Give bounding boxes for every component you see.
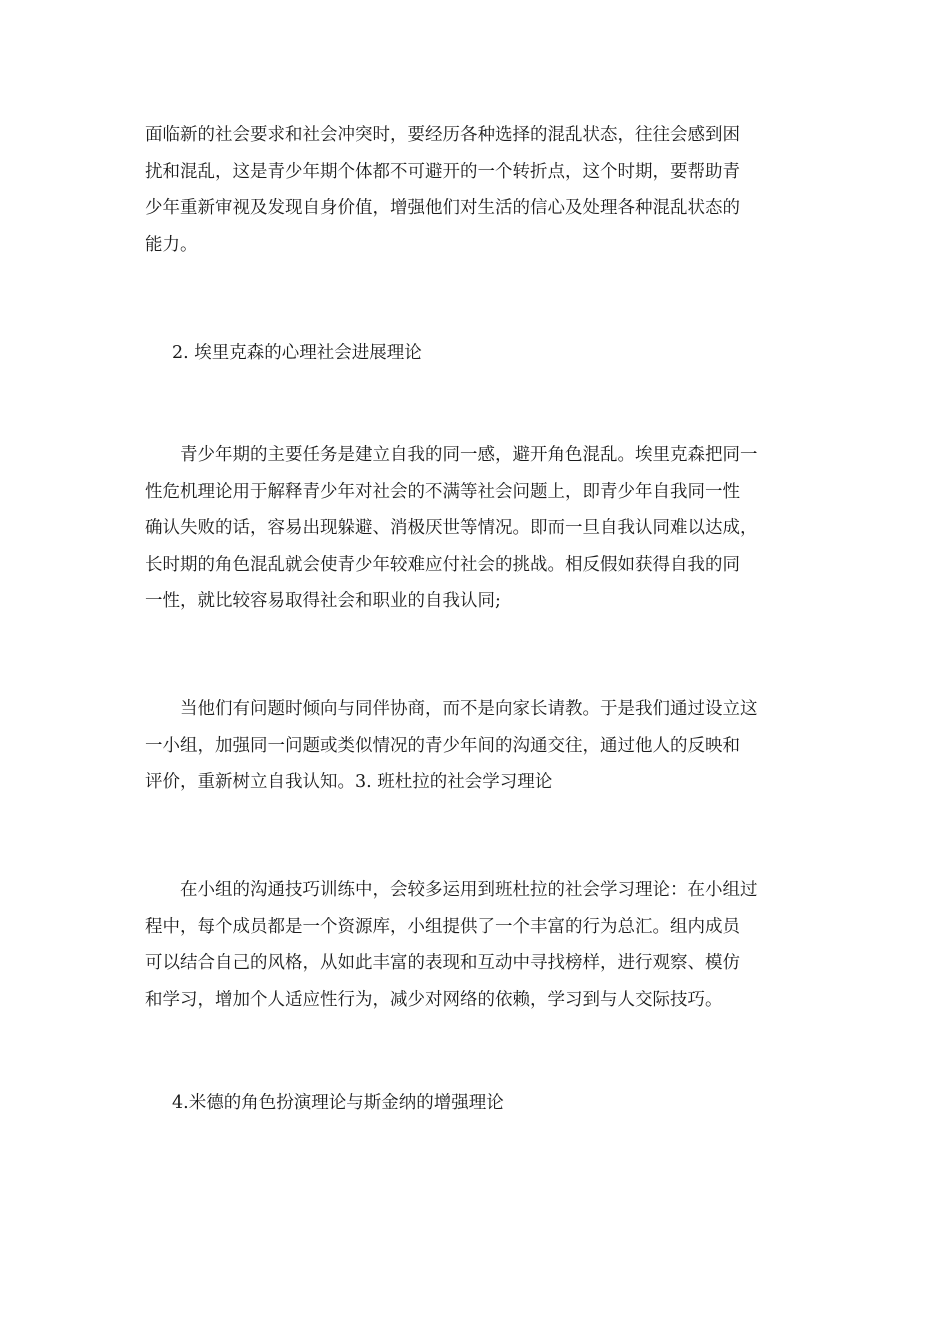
paragraph-line: 能力。 xyxy=(145,234,198,255)
paragraph-bandura xyxy=(145,872,807,1018)
paragraph-line: 确认失败的话，容易出现躲避、消极厌世等情况。即而一旦自我认同难以达成， xyxy=(145,518,758,538)
section-heading-erikson: 2. 埃里克森的心理社会进展理论 xyxy=(172,343,422,363)
paragraph-continuation xyxy=(145,117,807,263)
paragraph-erikson xyxy=(145,437,807,620)
paragraph-line: 程中，每个成员都是一个资源库，小组提供了一个丰富的行为总汇。组内成员 xyxy=(145,916,740,937)
paragraph-line: 评价，重新树立自我认知。3. 班杜拉的社会学习理论 xyxy=(145,772,553,792)
paragraph-peer-group xyxy=(145,691,807,801)
paragraph-line: 长时期的角色混乱就会使青少年较难应付社会的挑战。相反假如获得自我的同 xyxy=(145,554,740,575)
paragraph-line: 一小组，加强同一问题或类似情况的青少年间的沟通交往，通过他人的反映和 xyxy=(145,735,740,756)
paragraph-line: 一性，就比较容易取得社会和职业的自我认同; xyxy=(145,591,501,611)
paragraph-line: 面临新的社会要求和社会冲突时，要经历各种选择的混乱状态，往往会感到困 xyxy=(145,125,740,145)
paragraph-line: 少年重新审视及发现自身价值，增强他们对生活的信心及处理各种混乱状态的 xyxy=(145,198,740,218)
paragraph-line: 在小组的沟通技巧训练中，会较多运用到班杜拉的社会学习理论：在小组过 xyxy=(180,880,758,900)
paragraph-line: 和学习，增加个人适应性行为，减少对网络的依赖，学习到与人交际技巧。 xyxy=(145,989,723,1010)
section-heading-mead-skinner: 4.米德的角色扮演理论与斯金纳的增强理论 xyxy=(172,1093,504,1113)
paragraph-line: 当他们有问题时倾向与同伴协商，而不是向家长请教。于是我们通过设立这 xyxy=(180,699,758,719)
paragraph-line: 青少年期的主要任务是建立自我的同一感，避开角色混乱。埃里克森把同一 xyxy=(180,445,758,465)
paragraph-line: 扰和混乱，这是青少年期个体都不可避开的一个转折点，这个时期，要帮助青 xyxy=(145,161,740,182)
paragraph-line: 性危机理论用于解释青少年对社会的不满等社会问题上，即青少年自我同一性 xyxy=(145,481,740,502)
paragraph-line: 可以结合自己的风格，从如此丰富的表现和互动中寻找榜样，进行观察、模仿 xyxy=(145,953,740,973)
